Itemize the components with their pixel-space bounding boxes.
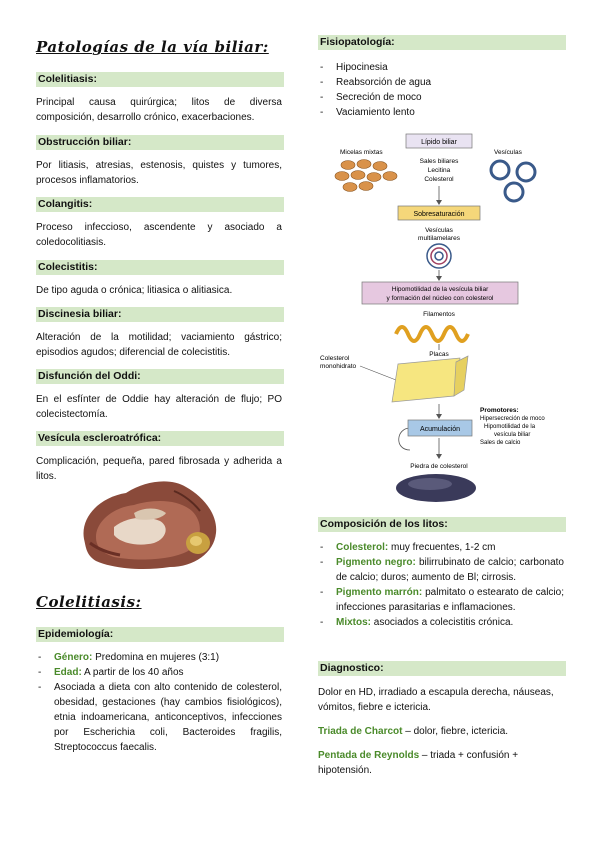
multilamellar-icon bbox=[427, 244, 451, 268]
epidemiology-list bbox=[36, 650, 282, 755]
section-text: De tipo aguda o crónica; litiasica o alitiasica. bbox=[36, 285, 233, 296]
list-item: - Género: Predomina en mujeres (3:1) bbox=[36, 650, 282, 665]
composition-list bbox=[318, 540, 564, 630]
section-header: Vesícula escleroatrófica: bbox=[36, 431, 284, 446]
section-header: Colangitis: bbox=[36, 197, 284, 212]
label-multilamelares: multilamelares bbox=[418, 235, 460, 242]
filamentos-icon bbox=[396, 327, 468, 341]
vesiculas-icon bbox=[491, 161, 535, 201]
list-item: - Vaciamiento lento bbox=[318, 105, 564, 120]
section-text: Proceso infeccioso, ascendente y asociado a coledocolitiasis. bbox=[36, 222, 282, 248]
list-item: - Edad: A partir de los 40 años bbox=[36, 665, 282, 680]
list-item: - Asociada a dieta con alto contenido de colesterol, obesidad, gestaciones (hay cambios fisiológicos), etnia indoamericana, anticonceptivos, infecciones por Escherichia coli, Bacteroides fragilis, Streptococcus faecalis. bbox=[36, 680, 282, 755]
pathophysiology-header: Fisiopatología: bbox=[318, 35, 566, 50]
gallstone-formation-diagram bbox=[318, 128, 564, 513]
label-micelas: Micelas mixtas bbox=[340, 149, 383, 156]
label-lecitina: Lecitina bbox=[427, 167, 451, 174]
section-header: Discinesia biliar: bbox=[36, 307, 284, 322]
page-title: Patologías de la vía biliar: bbox=[36, 38, 269, 56]
section-text: En el esfínter de Oddie hay alteración de flujo; PO colecistectomía. bbox=[36, 394, 282, 420]
composition-header: Composición de los litos: bbox=[318, 517, 566, 532]
section-text: Complicación, pequeña, pared fibrosada y adherida a litos. bbox=[36, 456, 282, 482]
micelas-icon bbox=[335, 160, 397, 192]
label-placas: Placas bbox=[429, 351, 449, 358]
list-item: - Pigmento negro: bilirrubinato de calcio; carbonato de calcio; duros; aumento de Bl; cirrosis. bbox=[318, 555, 564, 585]
label-piedra-colesterol: Piedra de colesterol bbox=[410, 463, 468, 470]
label-promotores: Promotores: bbox=[480, 407, 519, 414]
label-colesterol-mono: Colesterol bbox=[320, 355, 350, 362]
label-promotor-1: Hipersecreción de moco bbox=[480, 416, 545, 422]
label-filamentos: Filamentos bbox=[423, 311, 455, 318]
gallstone-icon bbox=[396, 474, 476, 502]
label-promotor-4: Sales de calcio bbox=[480, 440, 521, 446]
label-lipido-biliar: Lípido biliar bbox=[421, 139, 457, 146]
label-vesiculas-multi: Vesículas bbox=[425, 227, 453, 234]
triada-charcot: Triada de Charcot – dolor, fiebre, ictericia. bbox=[318, 726, 509, 737]
list-item: - Reabsorción de agua bbox=[318, 75, 564, 90]
list-item: - Secreción de moco bbox=[318, 90, 564, 105]
label-hipomotilidad-2: y formación del núcleo con colesterol bbox=[386, 295, 494, 302]
list-item: - Colesterol: muy frecuentes, 1-2 cm bbox=[318, 540, 564, 555]
section-title: Colelitiasis: bbox=[36, 593, 142, 611]
label-promotor-3: vesícula biliar bbox=[494, 432, 531, 438]
label-hipomotilidad-1: Hipomotilidad de la vesícula biliar bbox=[391, 286, 489, 293]
section-text: Alteración de la motilidad; vaciamiento gástrico; episodios agudos; diferencial de colecistitis. bbox=[36, 332, 282, 358]
list-item: - Pigmento marrón: palmitato o estearato de calcio; infecciones parasitarias e inflamaciones. bbox=[318, 585, 564, 615]
list-item: - Mixtos: asociados a colecistitis crónica. bbox=[318, 615, 564, 630]
label-acumulacion: Acumulación bbox=[419, 426, 461, 433]
label-promotor-2: Hipomotilidad de la bbox=[484, 424, 536, 430]
section-header: Disfunción del Oddi: bbox=[36, 369, 284, 384]
section-header: Colecistitis: bbox=[36, 260, 284, 275]
section-text: Por litiasis, atresias, estenosis, quistes y tumores, procesos inflamatorios. bbox=[36, 160, 282, 186]
epidemiology-header: Epidemiología: bbox=[36, 627, 284, 642]
label-colesterol: Colesterol bbox=[424, 176, 454, 183]
section-header: Obstrucción biliar: bbox=[36, 135, 284, 150]
section-text: Principal causa quirúrgica; litos de diversa composición, desarrollo crónico, exacerbaciones. bbox=[36, 97, 282, 123]
section-header: Colelitiasis: bbox=[36, 72, 284, 87]
gallbladder-specimen-image bbox=[74, 477, 224, 573]
label-sales-biliares: Sales biliares bbox=[419, 158, 459, 165]
label-sobresaturacion: Sobresaturación bbox=[413, 211, 465, 218]
diagnosis-header: Diagnostico: bbox=[318, 661, 566, 676]
pathophysiology-list bbox=[318, 60, 564, 120]
list-item: - Hipocinesia bbox=[318, 60, 564, 75]
diagnosis-text: Dolor en HD, irradiado a escapula derecha, náuseas, vómitos, fiebre e ictericia. bbox=[318, 687, 554, 713]
pentada-reynolds: Pentada de Reynolds – triada + confusión + hipotensión. bbox=[318, 750, 519, 776]
label-monohidrato: monohidrato bbox=[320, 363, 357, 370]
label-vesiculas: Vesículas bbox=[494, 149, 522, 156]
